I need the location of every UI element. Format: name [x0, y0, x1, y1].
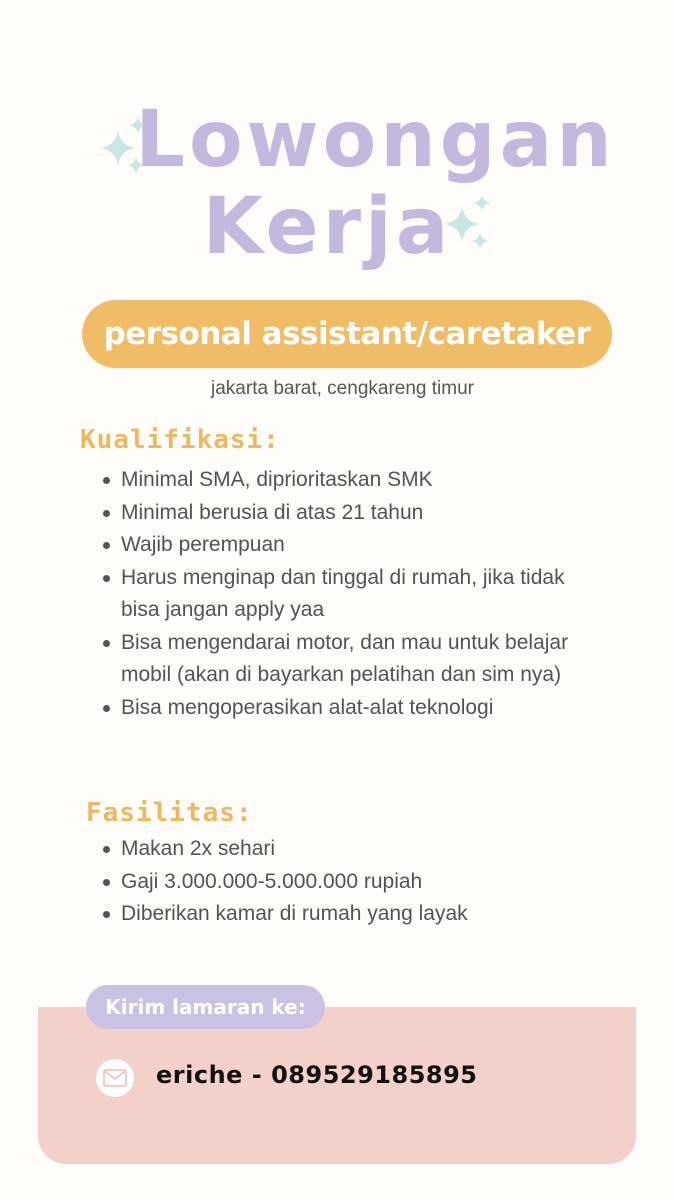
list-item: Minimal SMA, diprioritaskan SMK [103, 464, 573, 497]
title-line-1: Lowongan [135, 95, 616, 185]
list-item: Harus menginap dan tinggal di rumah, jika tidak bisa jangan apply yaa [103, 562, 573, 627]
mail-icon [96, 1059, 134, 1097]
contact-info: eriche - 089529185895 [156, 1061, 478, 1089]
list-item: Wajib perempuan [103, 529, 573, 562]
list-item: Makan 2x sehari [103, 833, 573, 866]
job-title-badge: personal assistant/caretaker [82, 300, 612, 368]
facilities-heading: Fasilitas: [86, 798, 253, 828]
facilities-list [103, 833, 573, 931]
list-item: Gaji 3.000.000-5.000.000 rupiah [103, 866, 573, 899]
list-item: Bisa mengoperasikan alat-alat teknologi [103, 692, 573, 725]
location-text: jakarta barat, cengkareng timur [211, 378, 474, 399]
qualifications-list [103, 464, 573, 724]
list-item: Minimal berusia di atas 21 tahun [103, 497, 573, 530]
apply-label-badge: Kirim lamaran ke: [86, 985, 325, 1029]
qualifications-heading: Kualifikasi: [80, 425, 280, 455]
title-line-2: Kerja [202, 182, 453, 272]
list-item: Diberikan kamar di rumah yang layak [103, 898, 573, 931]
list-item: Bisa mengendarai motor, dan mau untuk belajar mobil (akan di bayarkan pelatihan dan sim nya) [103, 627, 573, 692]
